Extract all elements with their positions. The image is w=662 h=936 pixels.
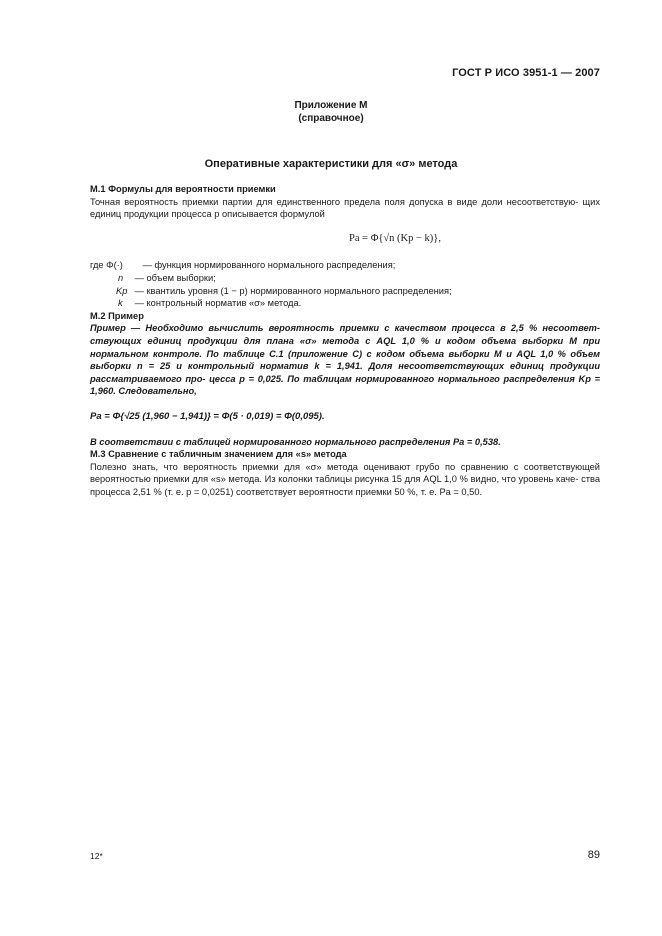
section-m2-example: Пример — Необходимо вычислить вероятность приемки с качеством процесса в 2,5 % несоответ- ствующих единиц продукции для плана «σ» метода с AQL 1,0 % и кодом объема выборки М при нормальном контроле. По таблице С.1 (приложение С) с кодом объема выборки М и AQL 1,0 % объем выборки n = 25 и контрольный норматив k = 1,941. Доля несоответствующих единиц продукции рассматриваемого про- цесса p = 0,025. По таблицам нормированного нормального распределения Kp = 1,960. Следовательно, bbox=[90, 323, 600, 397]
definition-row bbox=[90, 259, 600, 272]
section-m2-conclusion: В соответствии с таблицей нормированного нормального распределения Pa = 0,538. bbox=[90, 436, 501, 447]
section-m2-heading: М.2 Пример bbox=[90, 310, 144, 321]
standard-designation: ГОСТ Р ИСО 3951-1 — 2007 bbox=[452, 67, 600, 79]
definition-symbol: Kp bbox=[116, 285, 128, 296]
annex-type: (справочное) bbox=[298, 113, 364, 124]
definition-symbol: n bbox=[118, 272, 124, 283]
page-title: Оперативные характеристики для «σ» метода bbox=[204, 158, 458, 170]
definition-symbol: k bbox=[118, 298, 123, 309]
document-body bbox=[90, 183, 600, 498]
definition-text: — квантиль уровня (1 − p) нормированного нормального распределения; bbox=[134, 285, 452, 296]
definition-text: — функция нормированного нормального распределения; bbox=[142, 260, 396, 271]
section-m1-intro: Точная вероятность приемки партии для единственного предела поля допуска в виде доли несоответствую- щих единиц продукции процесса p описывается формулой bbox=[90, 196, 600, 220]
definition-text: — контрольный норматив «σ» метода. bbox=[134, 298, 302, 309]
page-number: 89 bbox=[587, 849, 600, 861]
definition-row bbox=[90, 297, 600, 310]
section-m3-text: Полезно знать, что вероятность приемки для «σ» метода оценивают грубо по сравнению с соответствующей вероятностью приемки для «s» метода. Из колонки таблицы рисунка 15 для AQL 1,0 % видно, что уровень каче- ства процесса 2,51 % (т. е. p = 0,0251) соответствует вероятности приемки 50 %, т. е. Pa = 0,50. bbox=[90, 461, 600, 497]
formula-pa: Pa = Φ{√n (Kp − k)}, bbox=[349, 232, 441, 244]
definition-row bbox=[90, 285, 600, 298]
example-formula: Pa = Φ{√25 (1,960 − 1,941)} = Φ(5 · 0,019) = Φ(0,095). bbox=[90, 410, 325, 422]
section-m1-heading: М.1 Формулы для вероятности приемки bbox=[90, 184, 276, 194]
definition-row bbox=[90, 272, 600, 285]
definition-symbol: где Φ(·) bbox=[90, 260, 123, 271]
annex-title: Приложение М bbox=[294, 100, 368, 111]
section-m3-heading: М.3 Сравнение с табличным значением для «s» метода bbox=[90, 449, 347, 460]
definition-text: — объем выборки; bbox=[134, 272, 216, 283]
footer-sheet-mark: 12* bbox=[90, 851, 103, 861]
annex-heading bbox=[0, 99, 662, 125]
variable-definitions bbox=[90, 259, 600, 309]
